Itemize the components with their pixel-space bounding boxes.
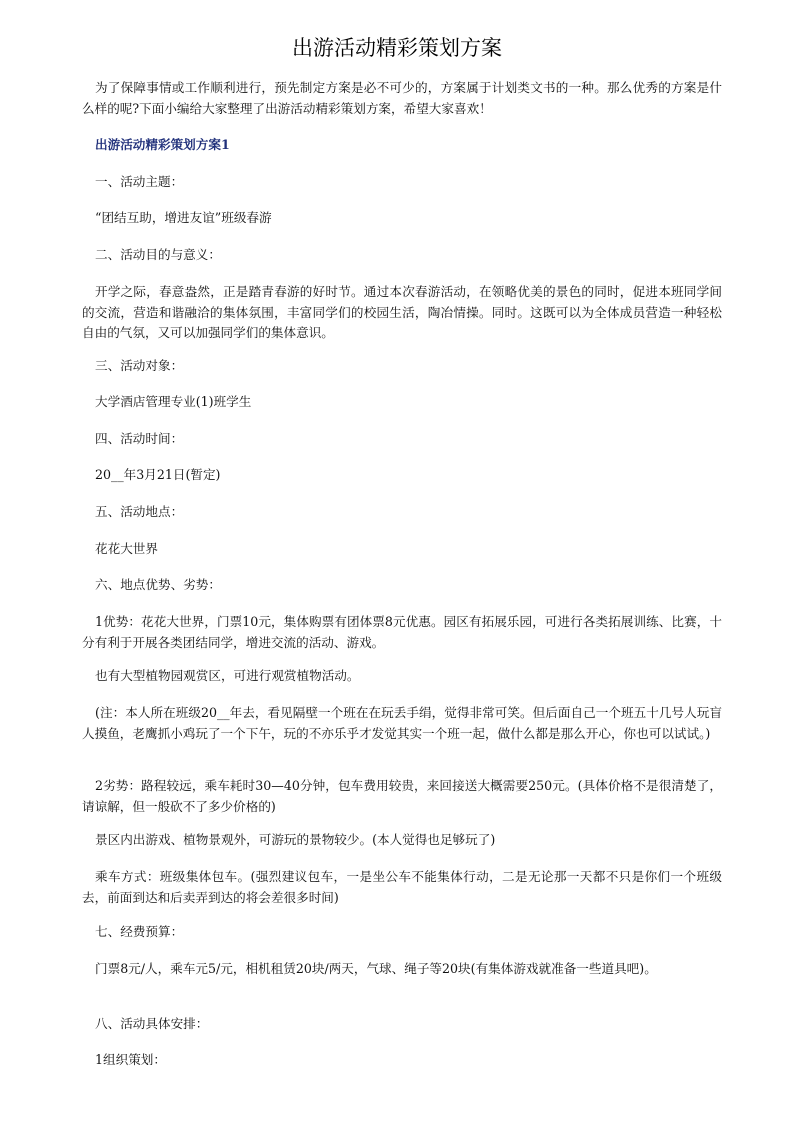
note-text: (注：本人所在班级20__年去，看见隔壁一个班在在玩丢手绢，觉得非常可笑。但后面自己一个班五十几号人玩盲人摸鱼，老鹰抓小鸡玩了一个下午，玩的不亦乐乎才发觉其实一个班一起，做什么都是那么开心，你也可以试试。) xyxy=(82,705,722,741)
heading-time: 四、活动时间： xyxy=(95,431,184,446)
audience-text: 大学酒店管理专业(1)班学生 xyxy=(95,394,252,409)
heading-location: 五、活动地点： xyxy=(95,504,184,519)
section-subtitle: 出游活动精彩策划方案1 xyxy=(95,137,230,152)
heading-budget: 七、经费预算： xyxy=(95,924,184,939)
heading-theme: 一、活动主题： xyxy=(95,174,184,189)
heading-audience: 三、活动对象： xyxy=(95,358,184,373)
purpose-text: 开学之际，春意盎然，正是踏青春游的好时节。通过本次春游活动，在领略优美的景色的同时，促进本班同学间的交流，营造和谐融洽的集体氛围，丰富同学们的校园生活，陶冶情操。同时。这既可以为全体成员营造一种轻松自由的气氛，又可以加强同学们的集体意识。 xyxy=(82,284,722,340)
scenic-text: 景区内出游戏、植物景观外，可游玩的景物较少。(本人觉得也足够玩了) xyxy=(95,832,496,847)
heading-pros-cons: 六、地点优势、劣势： xyxy=(95,577,221,592)
document-title: 出游活动精彩策划方案 xyxy=(292,36,502,60)
pros-text: 1优势：花花大世界，门票10元，集体购票有团体票8元优惠。园区有拓展乐园，可进行各类拓展训练、比赛，十分有利于开展各类团结同学，增进交流的活动、游戏。 xyxy=(82,614,722,650)
budget-text: 门票8元/人，乘车元5/元，相机租赁20块/两天，气球、绳子等20块(有集体游戏就准备一些道具吧)。 xyxy=(95,961,657,976)
heading-schedule: 八、活动具体安排： xyxy=(95,1016,209,1031)
botanical-text: 也有大型植物园观赏区，可进行观赏植物活动。 xyxy=(95,668,360,683)
time-text: 20__年3月21日(暂定) xyxy=(95,467,221,482)
transport-text: 乘车方式：班级集体包车。(强烈建议包车，一是坐公车不能集体行动，二是无论那一天都不只是你们一个班级去，前面到达和后卖弄到达的将会差很多时间) xyxy=(82,869,722,905)
heading-purpose: 二、活动目的与意义： xyxy=(95,247,221,262)
theme-text: “团结互助，增进友谊”班级春游 xyxy=(95,210,272,225)
location-text: 花花大世界 xyxy=(95,541,158,556)
schedule-item-1: 1组织策划： xyxy=(95,1052,166,1067)
cons-text: 2劣势：路程较远，乘车耗时30—40分钟，包车费用较贵，来回接送大概需要250元。(具体价格不是很清楚了，请谅解，但一般砍不了多少价格的) xyxy=(82,778,722,814)
intro-paragraph: 为了保障事情或工作顺利进行，预先制定方案是必不可少的，方案属于计划类文书的一种。那么优秀的方案是什么样的呢?下面小编给大家整理了出游活动精彩策划方案，希望大家喜欢！ xyxy=(82,80,722,116)
